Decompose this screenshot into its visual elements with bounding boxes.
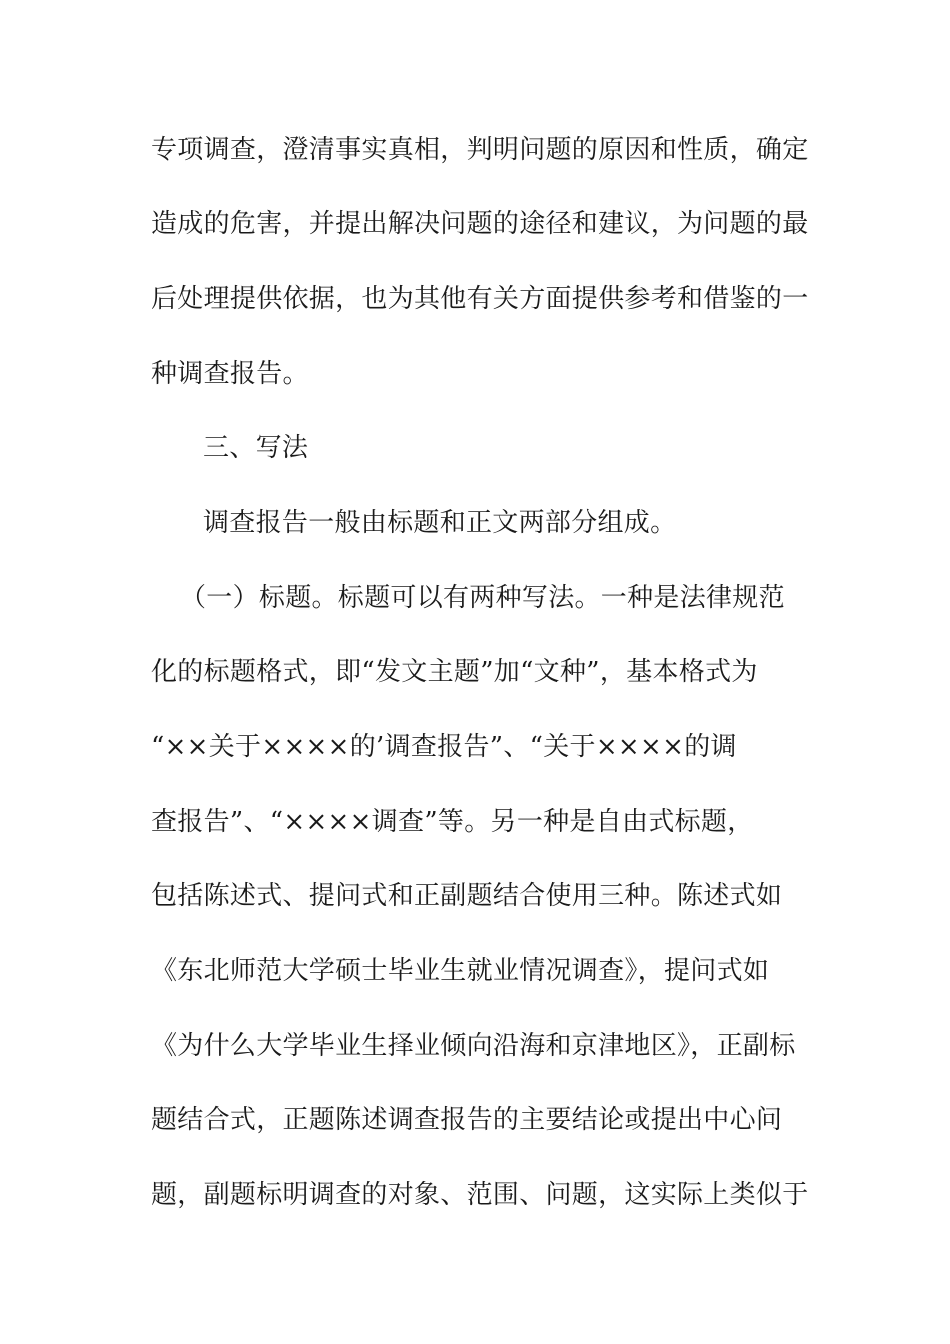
paragraph-line: “××关于××××的’调查报告”、“关于××××的调 bbox=[151, 732, 737, 762]
paragraph-line: 《为什么大学毕业生择业倾向沿海和京津地区》，正副标 bbox=[151, 1031, 796, 1061]
paragraph-line: 专项调查，澄清事实真相，判明问题的原因和性质，确定 bbox=[151, 135, 809, 165]
paragraph-line: 包括陈述式、提问式和正副题结合使用三种。陈述式如 bbox=[151, 881, 783, 911]
paragraph-line: 种调查报告。 bbox=[151, 359, 309, 389]
paragraph-line: 后处理提供依据，也为其他有关方面提供参考和借鉴的一 bbox=[151, 284, 809, 314]
paragraph-line: 题，副题标明调查的对象、范围、问题，这实际上类似于 bbox=[151, 1180, 809, 1210]
paragraph-line: 《东北师范大学硕士毕业生就业情况调查》，提问式如 bbox=[151, 956, 770, 986]
paragraph-line: 题结合式，正题陈述调查报告的主要结论或提出中心问 bbox=[151, 1105, 783, 1135]
paragraph-line: 查报告”、“××××调查”等。另一种是自由式标题， bbox=[151, 807, 754, 837]
subsection-heading-line: （一）标题。标题可以有两种写法。一种是法律规范 bbox=[180, 583, 785, 613]
paragraph-line: 化的标题格式，即“发文主题”加“文种”，基本格式为 bbox=[151, 657, 758, 687]
section-heading: 三、写法 bbox=[203, 433, 309, 463]
paragraph-line: 调查报告一般由标题和正文两部分组成。 bbox=[203, 508, 677, 538]
paragraph-line: 造成的危害，并提出解决问题的途径和建议，为问题的最 bbox=[151, 209, 809, 239]
